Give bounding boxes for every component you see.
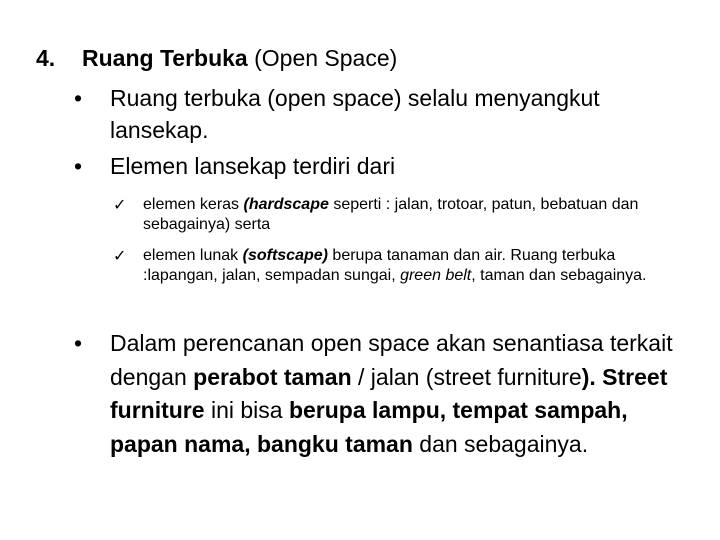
bullet-icon: •: [74, 153, 83, 179]
checklist-text: elemen lunak: [143, 247, 243, 264]
bullet-text: Elemen lansekap terdiri dari: [110, 153, 396, 179]
checklist-term-italic: green belt: [400, 267, 472, 284]
bullet-text: Dalam perencanan open space akan senantiasa terkait dengan: [110, 330, 673, 390]
section-title-rest: (Open Space): [247, 45, 398, 71]
bullet-item: [74, 82, 670, 146]
checklist-term: (softscape): [242, 247, 328, 264]
section-heading: [36, 44, 397, 72]
bullet-icon: •: [74, 85, 83, 111]
bullet-text: Ruang terbuka (open space) selalu menyangkut lansekap.: [110, 85, 600, 143]
bullet-text-bold: berupa lampu, tempat sampah, papan nama, bangku taman: [110, 397, 628, 457]
bullet-item: [74, 150, 670, 182]
bullet-icon: •: [74, 330, 83, 356]
checklist-text: , taman dan sebagainya.: [471, 267, 647, 284]
checkmark-icon: ✓: [113, 248, 127, 265]
checkmark-icon: ✓: [113, 197, 127, 214]
checklist-item: [113, 195, 688, 235]
bullet-text: ini bisa: [204, 397, 289, 423]
bullet-text-bold: ). Street furniture: [110, 363, 668, 423]
checklist-item: [113, 246, 688, 286]
checklist-term: (hardscape: [243, 196, 329, 213]
bullet-text: / jalan (street furniture: [351, 363, 582, 390]
bullet-text: dan sebagainya.: [412, 430, 589, 457]
checklist-text: seperti : jalan, trotoar, patun, bebatuan dan sebagainya) serta: [143, 196, 639, 233]
bullet-item: [74, 327, 685, 461]
checklist-text: elemen keras: [143, 196, 244, 213]
section-number: 4.: [36, 45, 56, 71]
section-title-bold: Ruang Terbuka: [82, 45, 248, 71]
checklist-text: berupa tanaman dan air. Ruang terbuka :lapangan, jalan, sempadan sungai,: [143, 247, 616, 284]
bullet-text-bold: perabot taman: [193, 363, 352, 390]
